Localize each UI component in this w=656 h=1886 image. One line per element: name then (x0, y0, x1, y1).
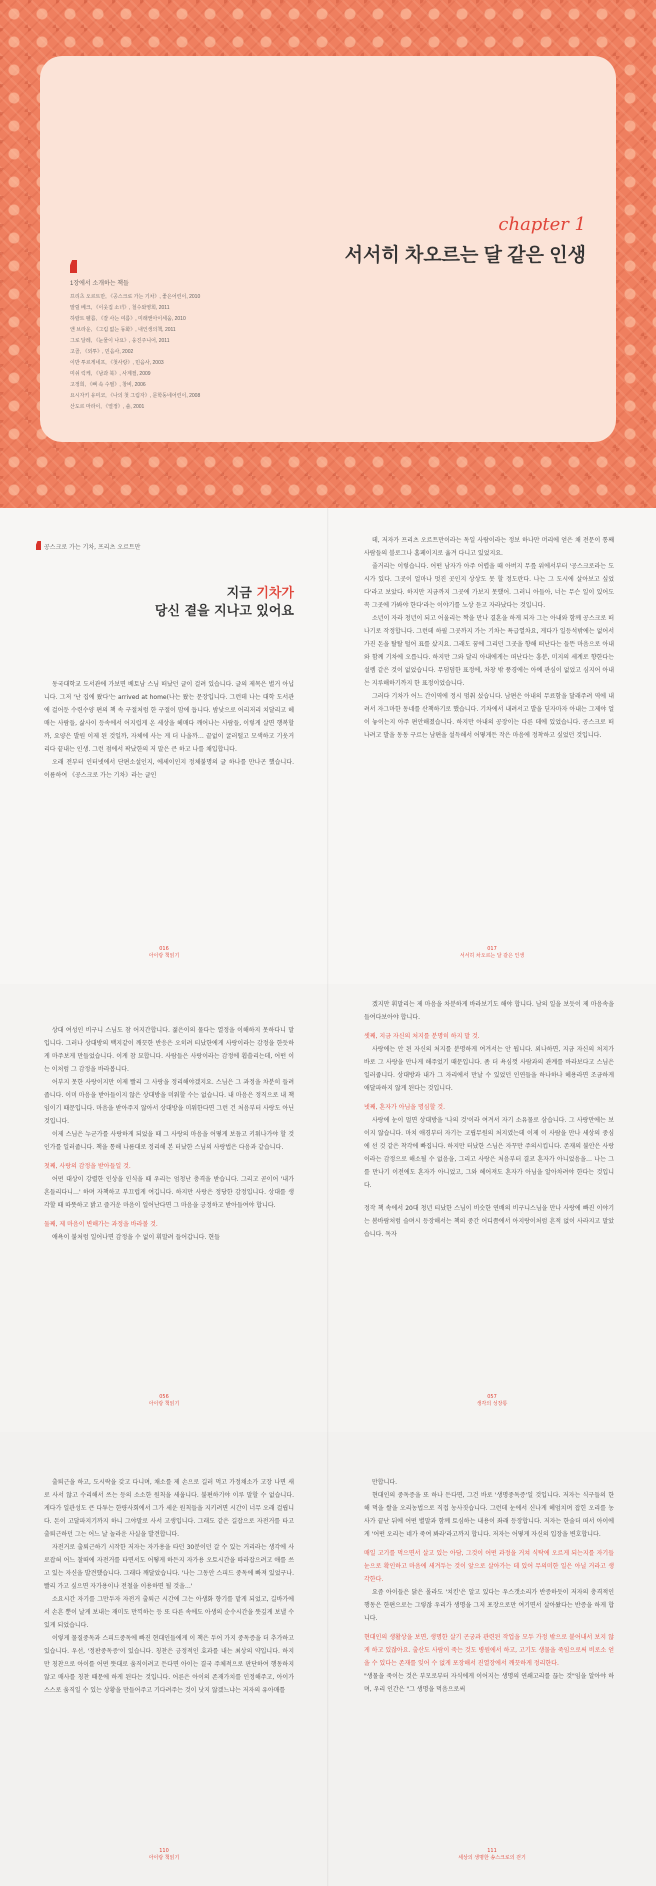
paragraph: 소요시간 자기를 그만두자 자전거 출퇴근 시간에 그는 아생화 향기를 맡게 되었고, 길바가에서 손흔 뿐이 날게 보내는 재미도 만끽하는 등 또 다른 속에도 아생의 순수시간을 뜻깊게 보낼 수 있게 되었습니다. (44, 1596, 294, 1629)
page-number: 111 (487, 1848, 497, 1854)
paragraph: 사랑에 눈이 멀면 상대방을 '나의 것'이라 여겨서 자기 소유물로 삼습니다. 그 사랑만에는 보이지 않습니다. 마치 애경부터 자기는 고립무원의 처지였는데 이제 이 사람을 만나 세상의 중심에 선 것 같은 착각에 빠집니다. 하지만 터났한 스님은 자꾸만 주의시킵니다. 존재의 불안은 사랑이라는 감정으로 해소될 수 없음을, 그리고 사랑은 처음부터 결코 혼자가 아니었음을… 나는 그를 만나기 이전에도 혼자가 아니었고, 그와 헤어져도 혼자가 아님을 알아차려야 한다는 것입니다. (364, 1117, 614, 1189)
page-number: 016 (159, 946, 169, 952)
bookmark-icon (70, 260, 77, 273)
page-016 (0, 508, 328, 984)
paragraph: 사랑에는 안 된 자신의 처지를 분명하게 여겨서는 안 됩니다. 외나하면, 지금 자신의 처지가 바로 그 사랑을 만나게 해주었기 때문입니다. 좀 더 욕심껏 사람과의 관계를 바라보다고 스님은 일러줍니다. 상대방과 내가 그 자리에서 만날 수 있었던 인연들을 하나하나 헤용라면 조금하게 애달파하지 않게 된다는 것입니다. (364, 1046, 614, 1092)
page-017 (328, 508, 656, 984)
chapter-card (40, 56, 616, 442)
paragraph: 이렇게 물질중독과 스피드중독에 빠진 현대인들에게 이 책은 두어 가지 중독증을 더 추가하고 있습니다. 우선, '정판중독증'이 있습니다. 칭찬은 긍정적인 효과를 내는 최상의 약입니다. 하지만 칭찬으로 아이를 어떤 뜻대로 움직이려고 든다면 아이는 결국 주체적으로 판단하여 행동하지 않고 매사를 칭찬 때문에 하게 된다는 것입니다. 어른은 아이의 존재가치를 인정해주고, 아이가 스스로 움직일 수 있는 상황을 만들어주고 기다려주는 것이 낫지 않겠느냐는 저자의 유아매틀 (44, 1635, 294, 1694)
chapter-label: chapter 1 (498, 214, 586, 235)
paragraph: 자전거로 출퇴근하기 시작한 저자는 자가용을 타던 30분이던 갈 수 있는 거리라는 생각에 사로잡혀 어느 찰떠에 자전거를 타면서도 어떻게 하든지 자가용 오토시간을 따라잡으려고 애를 쓰고 있는 자신을 발견했습니다. 그래다 깨달았습니다. '나는 그동안 스피드 중독에 빠져 있었구나. 빨리 가고 싶으면 자가용이나 전철을 이용하면 될 것을…' (44, 1544, 294, 1590)
paragraph: 그러다 기차가 어느 간이역에 정시 멈춰 섰습니다. 남편은 아내의 무료함을 달래주려 역에 내려서 자그마한 동네를 산책하기로 했습니다. 기차에서 내려서고 발을 딛자마자 아내는 그제야 얼이 놓이는지 아주 편안해졌습니다. 하지만 아내의 공장이는 다른 데에 있었습니다. 공스크로 떠나려고 발을 동동 구르는 남편을 설득해서 어떻게든 작은 마음에 정착하고 싶었던 것입니다. (364, 693, 614, 739)
paragraph: 동국대학교 도서관에 가보면 베토남 스님 떠났던 글이 걸려 있습니다. 글의 제목은 별거 아닙니다. 그저 '난 집에 왔다'는 arrived at home(나는 왔는 문장입니다. 그런데 나는 대학 도서관에 걸어둔 수련수양 편의 책 속 구절처럼 한 구절이 맘에 듭니다. 밤낮으로 어리저리 치달리고 헤매는 사람들, 삶사이 등속에서 어지럽게 온 세상을 헤매다 깨어나는 사람들, 이렇게 살면 행복할까, 요양은 발원 이제 된 것일까, 자체에 사는 게 더 나을까… 끝없이 굴러떨고 모색하고 기웃거리다 끝내는 인생. 그런 점에서 팍났한의 저 말은 큰 하고 나를 채입합니다. (44, 681, 294, 753)
book-item: 하랄트 펠름, 《잘 사는 여름》, 미래앤아이세움, 2010 (70, 316, 186, 322)
running-footer: 생각의 성장통 (476, 1401, 508, 1407)
paragraph: 오래 전부터 인터넷에서 단편소설인지, 에세이인지 정체불명의 글 하나를 만나곤 했습니다. 이름하여 《공스크로 가는 기차》라는 글인 (44, 759, 294, 779)
page-folio (0, 1848, 328, 1862)
body-text (44, 1024, 294, 1244)
page-number: 056 (159, 1394, 169, 1400)
book-item: 미쉬 릭케, 《남과 북》, 사계절, 2009 (70, 371, 151, 377)
page-folio (328, 1394, 656, 1408)
page-number: 057 (487, 1394, 497, 1400)
page-number: 110 (159, 1848, 169, 1854)
paragraph: 요즘 아이들은 닭은 몰라도 '치킨'은 알고 있다는 우스갯소리가 반증하듯이 저자의 충격적인 행동은 한편으로는 그렇잖 우리가 생명을 그저 포장으로만 여기면서 살아왔다는 반증을 하게 합니다. (364, 1589, 614, 1622)
paragraph: 이제 스님은 누군가를 사랑하게 되었을 때 그 사랑의 마음을 어떻게 보듬고 키워나가야 할 것인가를 일러줍니다. 책을 통해 나름대로 정리해 본 터났한 스님의 사랑법은 다음과 같습니다. (44, 1131, 294, 1151)
books-list-title: 1장에서 소개하는 책들 (70, 281, 129, 287)
page-folio (0, 1394, 328, 1408)
page-111 (328, 1432, 656, 1886)
chapter-title: 서서히 차오르는 달 같은 인생 (344, 245, 586, 266)
book-item: 요시자키 유미코, 《나의 첫 그림자》, 문학동네어린이, 2008 (70, 393, 201, 399)
paragraph: 어부지 못한 사랑이지만 이제 빨리 그 사랑을 정리해야겠지요. 스님은 그 과정을 차분히 들려줍니다. 이미 마음을 받아들이지 않은 상대방을 미워할 수는 없습니다. 내 마음은 정직으로 내 책임이기 때문입니다. 마음을 받아주지 않아서 상대방을 미워한다면 그런 건 처음부터 사랑도 아닌 것입니다. (44, 1079, 294, 1125)
paragraph: 현대인의 중독증을 또 하나 든다면, 그건 바로 '생명중독증'일 것입니다. 저자는 식구들의 한 해 먹을 쌀을 오리농법으로 직접 농사짓습니다. 그런데 눈에서 신나게 헤엄치며 잡힌 오리를 농사가 끝난 뒤에 어떤 별말과 함께 토심하는 내용이 좌래 등장합니다. 저자는 한술더 떠서 아이에게 '어떤 오리는 네가 죽여 봐라'라고까지 합니다. 저자는 어떻게 자신의 입장을 변호합니다. (364, 1492, 614, 1538)
paragraph: 겠지만 휘말리는 제 마음을 차분하게 바라보기도 해야 합니다. 남의 일을 보듯이 제 마음속을 들여다보아야 합니다. (364, 1001, 614, 1021)
book-spread-110-111 (0, 1432, 656, 1886)
body-text (364, 998, 614, 1241)
section-title-prefix: 지금 (226, 586, 257, 601)
highlight-text: 넷째, 혼자가 아님을 명심할 것. (364, 1104, 445, 1111)
book-item: 프리츠 오르트만, 《공스크로 가는 기차》, 좋은어린이, 2010 (70, 294, 201, 300)
page-056 (0, 984, 328, 1432)
paragraph: 만합니다. (372, 1479, 398, 1486)
paragraph: 소년이 자라 청년이 되고 어울리는 짝을 만나 결혼을 하게 되자 그는 아내와 함께 공스크로 떠나기로 작정합니다. 그런데 하필 그곳까지 가는 기차는 특급열차요, 게다가 일등석밖에는 없어서 가진 돈을 탈탈 털어 표를 샀지요. 그래도 꿈에 그리던 그곳을 향해 떠난다는 들뜬 마음으로 아내와 함께 기차에 오릅니다. 하지만 그와 달리 아내에게는 떠난다는 흥분, 미지의 세계로 향한다는 설렘 같은 것이 없었습니다. 무덤덤한 표정에, 차창 밖 풍경에는 아예 관심이 없었고 심지어 아내는 지루해하기까지 한 표정이었습니다. (364, 615, 614, 687)
bookmark-icon (36, 541, 41, 550)
body-text (44, 678, 294, 782)
book-item: 앤 브라운, 《그림 없는 동화》, 내인생의책, 2011 (70, 327, 176, 333)
paragraph: 정작 책 속에서 20대 청년 티났한 스님이 비슷한 연배의 비구니스님을 만나 사랑에 빠진 이야기는 봄바람처럼 슬며시 등장해서는 책의 중간 어디쯤에서 아지랑이처럼 흔적 없이 사라지고 말았습니다. 독자 (364, 1205, 614, 1238)
paragraph: 출퇴근을 하고, 도시락을 갖고 다니며, 채소를 제 손으로 길러 먹고 가정채소가 고장 나면 새로 사서 않고 수리해서 쓰는 등의 소소한 원칙을 세웁니다. 불편하기야 이루 말할 수 없습니다. 게다가 일관성도 큰 다투는 한량사회에서 그가 세운 원칙들을 지키려면 시간이 너무 오래 걸립니다. 돈이 고달파지기까지 하니 그야말로 사서 고생입니다. 그래도 같은 길잡으로 자전거를 타고 출퇴근하던 그는 어느 날 놀라운 사실을 발견합니다. (44, 1479, 294, 1538)
running-head: 공스크로 가는 기차, 프리츠 오르트만 (44, 544, 141, 551)
highlight-text: 둘째, 제 마음이 변해가는 과정을 바라볼 것. (44, 1221, 158, 1228)
chapter-cover (0, 0, 656, 508)
paragraph: 상대 여성인 비구니 스님도 참 어지간합니다. 젊은이의 물다는 열정을 이해하지 못하다니 말입니다. 그러나 상대방의 백지같이 깨끗한 반응은 오히려 티났한에게 사랑이라는 감정을 한듯하게 마주보게 만들었습니다. 이게 참 묘합니다. 사람들은 사랑이라는 감정에 휩쓸리는데, 어떤 이는 이처럼 그 감정을 바라봅니다. (44, 1027, 294, 1073)
book-item: 이반 투르게네프, 《첫사랑》, 민음사, 2003 (70, 360, 164, 366)
book-item: 고정희, 《뼈 속 수필》, 창비, 2006 (70, 382, 146, 388)
book-item: 말릴 베크, 《이웃집 소녀》, 철수와영희, 2011 (70, 305, 170, 311)
section-title (155, 585, 294, 621)
paragraph: 줄거리는 이렇습니다. 어떤 남자가 아주 어렵을 때 아버지 무릎 위에서부터 '공스크로라는 도시가 있다. 그곳이 얼마나 멋진 곳인지 상상도 못 할 정도란다. 나는 그 도시에 살아보고 싶었다'라고 보았다. 하지만 지금까지 그곳에 가보지 못했어. 그러니 아들아, 너는 무슨 일이 있어도 꼭 그곳에 가봐야 한다'라는 이야기를 노상 듣고 자라났다는 것입니다. (364, 563, 614, 609)
book-item: 그로 달레, 《눈물이 나요》, 웅진주니어, 2011 (70, 338, 170, 344)
highlight-text: 첫째, 사랑의 감정을 받아들일 것. (44, 1163, 131, 1170)
section-title-accent: 기차가 (256, 586, 294, 601)
running-footer: 세상의 생명한 송스크로의 걷기 (458, 1855, 526, 1861)
page-057 (328, 984, 656, 1432)
paragraph: 애욕이 불처럼 일어나면 감정을 수 없이 휘말려 들어갑니다. 현들 (52, 1234, 220, 1241)
highlight-text: 현대인의 생활상을 보면, 생명한 살기 곤궁과 관련된 작업을 모두 가정 밖으로 붙어내서 보지 않게 하고 있잖아요. 출산도 사람이 죽는 것도 병원에서 하고, 고기도 생물을 죽임으로써 비로소 얻을 수 있다는 존재를 잊어 수 없게 포장해서 진열장에서 깨끗하게 정리한다. (364, 1634, 614, 1667)
paragraph: 어떤 대상이 강렬한 인상을 인식을 때 우리는 엄청난 충격을 받습니다. 그리고 곧이어 '내가 흔들리다니…' 하며 자책하고 부끄럽게 여깁니다. 하지만 사랑은 정당한 감정입니다. 상대를 생각할 때 따뜻하고 밝고 즐거운 마음이 일어난다면 그 마음을 긍정하고 받아들여야 합니다. (44, 1176, 294, 1209)
book-spread-016-017 (0, 508, 656, 984)
section-title-line2: 당신 곁을 지나고 있어요 (154, 604, 294, 619)
paragraph: "생물을 죽이는 것은 부모로부터 자식에게 이어지는 생명의 연쇄고리를 끊는 것"임을 알아야 하며, 우리 인간은 "그 생명을 먹음으로써 (364, 1673, 614, 1693)
page-folio (0, 946, 328, 960)
highlight-text: 셋째, 지금 자신의 처지를 분명히 하지 말 것. (364, 1033, 480, 1040)
body-text (364, 1476, 614, 1696)
running-footer: 아이랑 책읽기 (148, 953, 180, 959)
page-folio (328, 1848, 656, 1862)
book-item: 산도르 마라이, 《열정》, 솔, 2001 (70, 404, 145, 410)
body-text (364, 534, 614, 742)
highlight-text: 매일 고기를 먹으면서 살고 있는 아담, 그것이 어떤 과정을 거쳐 식탁에 오르게 되는지를 자기들 눈으로 확인하고 마음에 새겨두는 것이 앞으로 살아가는 데 있어 무의미한 일은 아닐 거라고 생각한다. (364, 1550, 614, 1583)
page-110 (0, 1432, 328, 1886)
books-list (70, 292, 200, 413)
running-footer: 아이랑 책읽기 (148, 1401, 180, 1407)
running-footer: 아이랑 책읽기 (148, 1855, 180, 1861)
page-number: 017 (487, 946, 497, 952)
body-text (44, 1476, 294, 1697)
book-spread-056-057 (0, 984, 656, 1432)
page-folio (328, 946, 656, 960)
paragraph: 데, 저자가 프리츠 오르트만이라는 독일 사람이라는 정보 하나만 머리에 얻은 채 전문이 통째 사람들의 블로그나 홈페이지로 옮겨 다니고 있었지요. (364, 537, 614, 557)
running-footer: 서서히 차오르는 달 같은 인생 (459, 953, 525, 959)
book-item: 고골, 《외투》, 민음사, 2002 (70, 349, 134, 355)
